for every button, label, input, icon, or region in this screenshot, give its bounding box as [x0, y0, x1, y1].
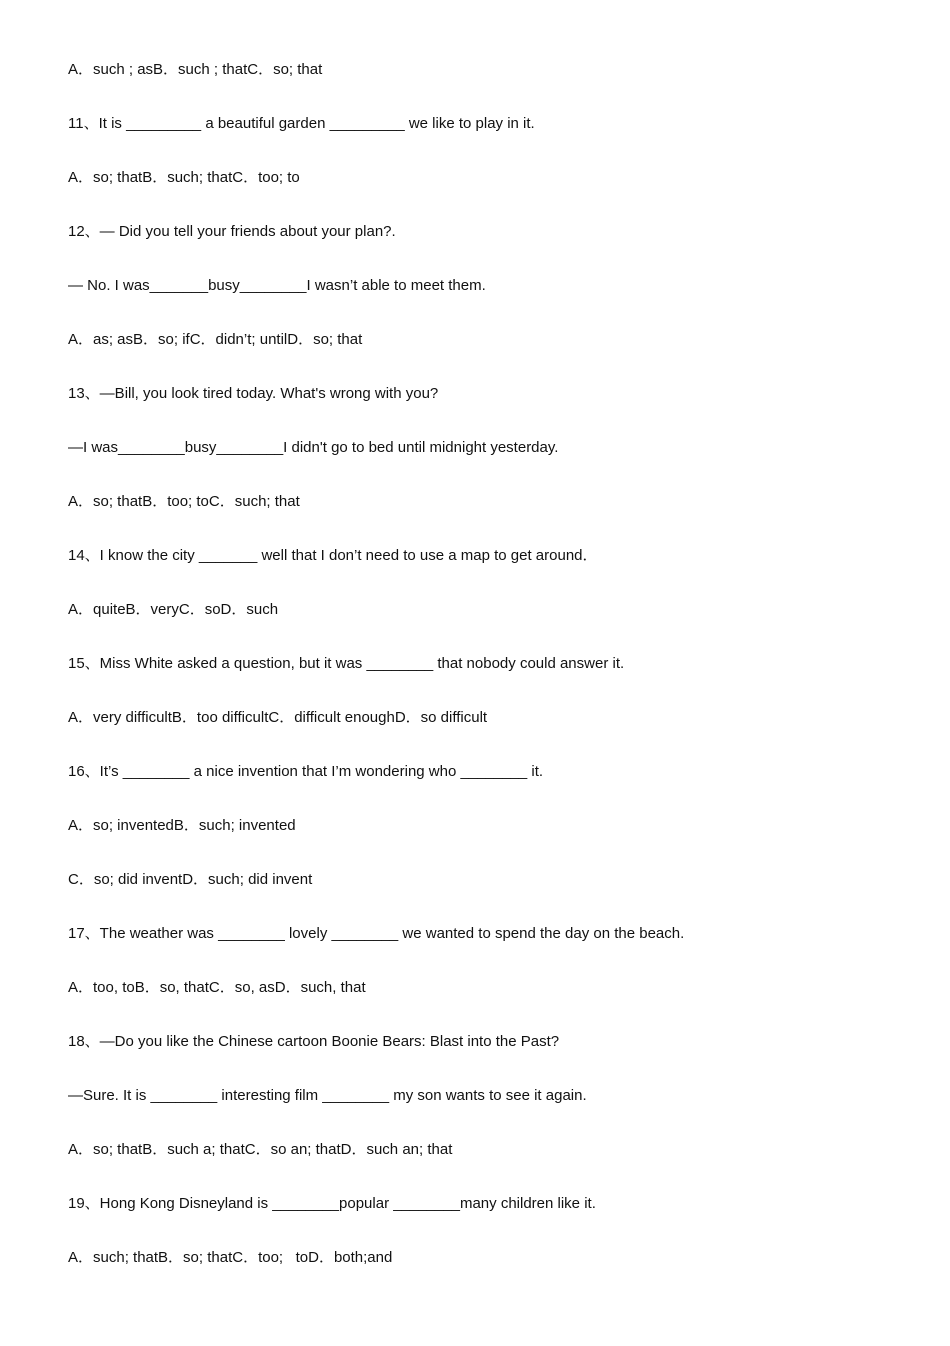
q17-question: 17、The weather was ________ lovely ________ we wanted to spend the day on the beach. — [68, 925, 685, 942]
q11-options: A．so; thatB．such; thatC．too; to — [68, 169, 300, 186]
q15-options: A．very difficultB．too difficultC．difficult enoughD．so difficult — [68, 709, 488, 726]
q18-dialogue: —Sure. It is ________ interesting film ________ my son wants to see it again. — [68, 1087, 587, 1104]
q12-options: A．as; asB．so; ifC．didn’t; untilD．so; that — [68, 331, 363, 348]
q14-question: 14、I know the city _______ well that I don’t need to use a map to get around． — [68, 547, 598, 564]
q14-options: A．quiteB．veryC．soD．such — [68, 601, 279, 618]
q13-dialogue: —I was________busy________I didn't go to bed until midnight yesterday. — [68, 439, 559, 456]
q13-question: 13、—Bill, you look tired today. What's wrong with you? — [68, 385, 439, 402]
q12-dialogue: — No. I was_______busy________I wasn’t able to meet them. — [68, 277, 486, 294]
q13-options: A．so; thatB．too; toC．such; that — [68, 493, 300, 510]
q11-question: 11、It is _________ a beautiful garden _________ we like to play in it. — [68, 115, 535, 132]
q16-question: 16、It’s ________ a nice invention that I’m wondering who ________ it. — [68, 763, 544, 780]
q19-question: 19、Hong Kong Disneyland is ________popular ________many children like it. — [68, 1195, 596, 1212]
q19-options: A．such; thatB．so; thatC．too; toD．both;and — [68, 1249, 393, 1266]
q10-options: A．such ; asB．such ; thatC．so; that — [68, 61, 323, 78]
q16-options-ab: A．so; inventedB．such; invented — [68, 817, 296, 834]
q17-options: A．too, toB．so, thatC．so, asD．such, that — [68, 979, 366, 996]
q16-options-cd: C．so; did inventD．such; did invent — [68, 871, 313, 888]
q18-question: 18、—Do you like the Chinese cartoon Boonie Bears: Blast into the Past? — [68, 1033, 560, 1050]
q12-question: 12、— Did you tell your friends about your plan?. — [68, 223, 396, 240]
q15-question: 15、Miss White asked a question, but it was ________ that nobody could answer it. — [68, 655, 625, 672]
q18-options: A．so; thatB．such a; thatC．so an; thatD．such an; that — [68, 1141, 453, 1158]
